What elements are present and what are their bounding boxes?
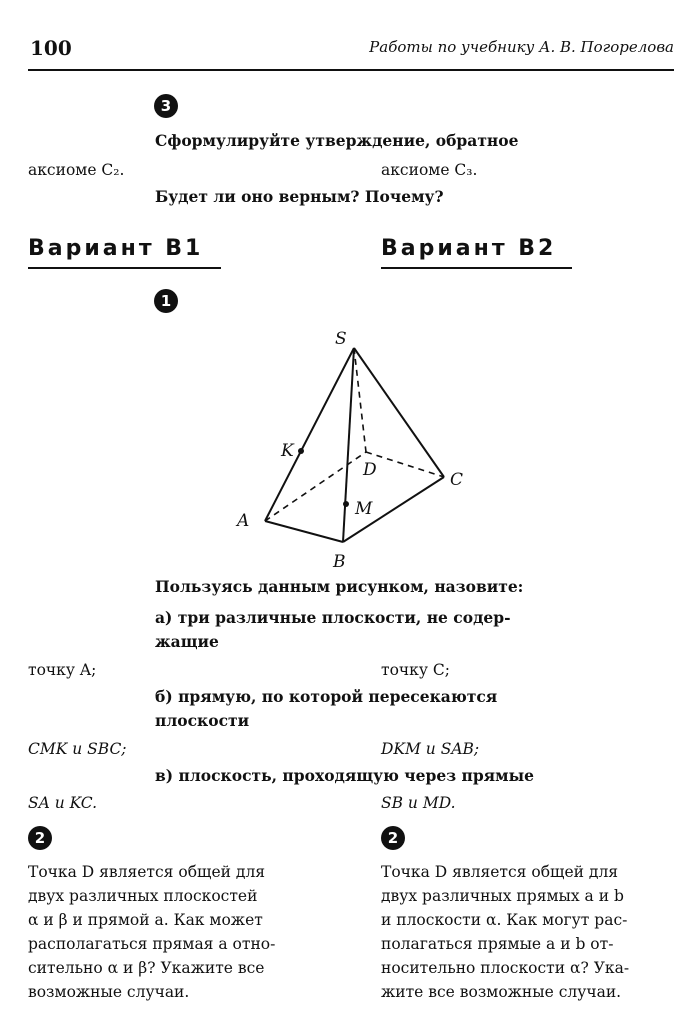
text-line: жите все возможные случаи. <box>381 983 622 1001</box>
text-line: носительно плоскости α? Ука- <box>381 959 630 977</box>
point-k <box>298 448 304 454</box>
task-3-right-text: аксиоме C₃. <box>381 161 478 179</box>
text-line: и плоскости α. Как могут рас- <box>381 911 628 929</box>
task-3-stem: Сформулируйте утверждение, обратное <box>155 131 519 150</box>
text-line: полагаться прямые a и b от- <box>381 935 614 953</box>
task-3-badge: 3 <box>154 94 178 118</box>
text-line: α и β и прямой a. Как может <box>28 911 263 929</box>
point-m <box>343 501 349 507</box>
label-a: A <box>237 511 250 531</box>
task-1-c-right: SB и MD. <box>381 794 456 812</box>
task-1-a-left: точку A; <box>28 661 97 679</box>
variant-b2-title: Вариант В2 <box>381 236 557 261</box>
task-2-b2-text <box>381 860 676 1004</box>
task-1-b-right: DKM и SAB; <box>381 740 480 758</box>
text-line: Точка D является общей для <box>28 863 266 881</box>
edge-dc-hidden <box>366 452 444 477</box>
edge-ab <box>265 521 343 542</box>
task-1-c-line: в) плоскость, проходящую через прямые <box>155 766 534 785</box>
edge-sb <box>343 348 354 542</box>
text-line: располагаться прямая a отно- <box>28 935 276 953</box>
label-m: M <box>355 499 373 519</box>
task-1-b-left: CMK и SBC; <box>28 740 127 758</box>
edge-ad-hidden <box>265 452 366 521</box>
text-line: двух различных плоскостей <box>28 887 258 905</box>
edge-sc <box>354 348 444 477</box>
label-d: D <box>363 460 377 480</box>
edge-sa <box>265 348 354 521</box>
text-line: двух различных прямых a и b <box>381 887 624 905</box>
task-2-b1-text <box>28 860 323 1004</box>
text-line: сительно α и β? Укажите все <box>28 959 265 977</box>
task-1-a-right: точку C; <box>381 661 450 679</box>
task-1-c-left: SA и KC. <box>28 794 98 812</box>
running-title: Работы по учебнику А. В. Погорелова <box>369 38 674 56</box>
task-1-a-line2: жащие <box>155 632 219 651</box>
page-number: 100 <box>30 36 72 60</box>
task-3-left-text: аксиоме C₂. <box>28 161 125 179</box>
task-1-badge: 1 <box>154 289 178 313</box>
task-1-b-line1: б) прямую, по которой пересекаются <box>155 687 498 706</box>
task-1-a-line1: а) три различные плоскости, не содер- <box>155 608 511 627</box>
text-line: возможные случаи. <box>28 983 190 1001</box>
label-b: B <box>333 552 346 572</box>
text-line: Точка D является общей для <box>381 863 619 881</box>
task-1-b-line2: плоскости <box>155 711 250 730</box>
variant-b1-title: Вариант В1 <box>28 236 204 261</box>
task-1-intro: Пользуясь данным рисунком, назовите: <box>155 577 524 596</box>
label-k: K <box>281 441 294 461</box>
task-2-b2-badge: 2 <box>381 826 405 850</box>
label-c: C <box>450 470 464 490</box>
task-3-question: Будет ли оно верным? Почему? <box>155 187 444 206</box>
task-2-b1-badge: 2 <box>28 826 52 850</box>
label-s: S <box>335 329 347 349</box>
